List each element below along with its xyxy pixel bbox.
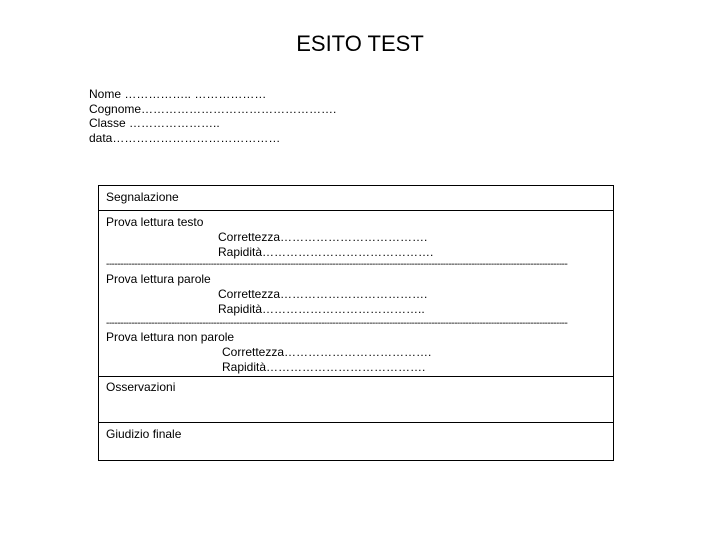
nome-field[interactable]: Nome …………….. ………………	[89, 87, 267, 101]
osservazioni-label: Osservazioni	[106, 380, 176, 394]
data-field[interactable]: data……………………………………	[89, 130, 281, 145]
prova-nonparole-rapidita[interactable]: Rapidità………………………………….	[222, 360, 426, 374]
page-title: ESITO TEST	[296, 31, 424, 56]
prova-testo-correttezza[interactable]: Correttezza……………………………….	[218, 230, 428, 244]
classe-field[interactable]: Classe …………………..	[89, 116, 220, 130]
prova-parole-label: Prova lettura parole	[106, 272, 211, 286]
divider	[99, 422, 613, 423]
prova-testo-label: Prova lettura testo	[106, 215, 204, 229]
prova-parole-rapidita[interactable]: Rapidità…………………………………..	[218, 302, 425, 316]
prova-nonparole-correttezza[interactable]: Correttezza……………………………….	[222, 345, 432, 359]
dashed-separator: -------------------------------------------------------------------------------------------------------------------------------------------------------------------	[106, 260, 568, 270]
student-fields	[89, 87, 336, 145]
giudizio-finale-label: Giudizio finale	[106, 427, 182, 441]
divider	[99, 376, 613, 377]
prova-nonparole-label: Prova lettura non parole	[106, 330, 235, 344]
divider	[99, 210, 613, 211]
prova-testo-rapidita[interactable]: Rapidità…………………………………….	[218, 245, 434, 259]
cognome-field[interactable]: Cognome………………………………………….	[89, 101, 337, 116]
result-box	[98, 185, 614, 461]
segnalazione-label: Segnalazione	[106, 190, 179, 204]
prova-parole-correttezza[interactable]: Correttezza……………………………….	[218, 287, 428, 301]
dashed-separator: -------------------------------------------------------------------------------------------------------------------------------------------------------------------	[106, 319, 568, 329]
